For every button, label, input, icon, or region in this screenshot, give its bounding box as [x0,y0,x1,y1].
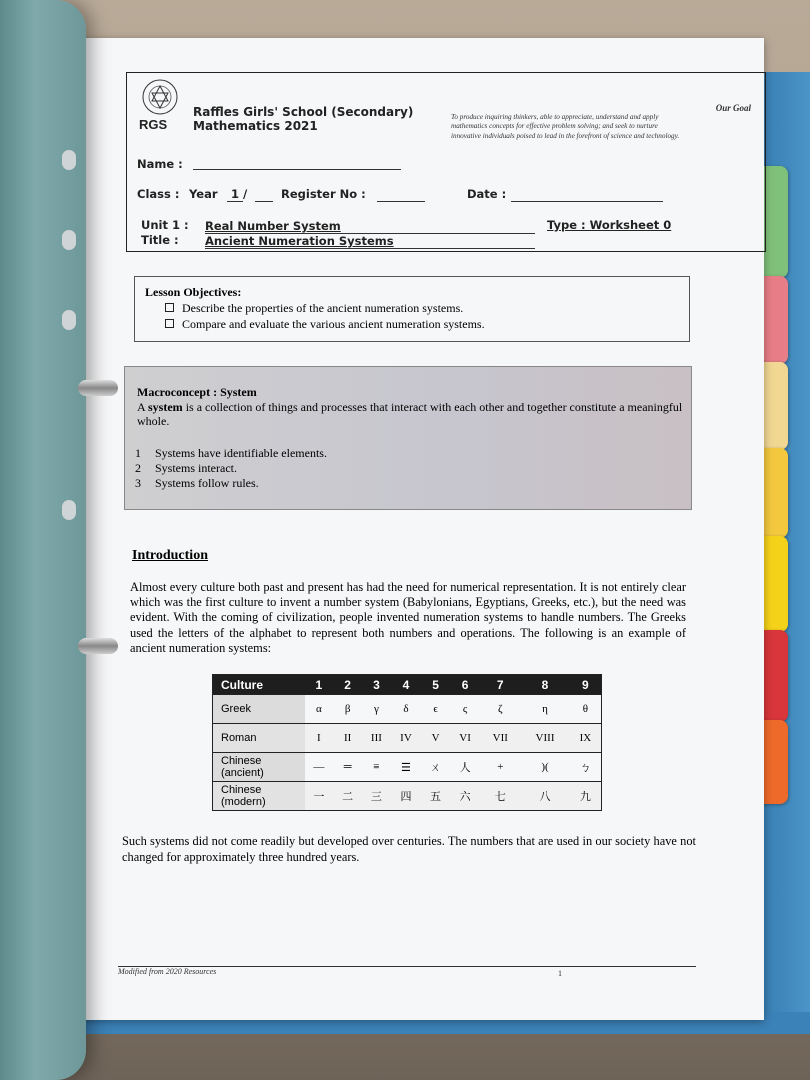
class-label: Class : [137,187,180,201]
header-box [126,72,766,252]
table-cell: 二 [333,782,362,811]
table-header: 3 [362,675,391,695]
table-header: 4 [391,675,421,695]
item-number: 3 [135,476,141,490]
table-cell: III [362,724,391,753]
table-cell: ═ [333,753,362,782]
table-header: Culture [213,675,305,695]
table-cell: ς [450,695,480,724]
table-cell: VIII [520,724,570,753]
subject-year: Mathematics 2021 [193,119,318,133]
table-cell: δ [391,695,421,724]
item-text: Systems interact. [155,461,237,475]
school-name: Raffles Girls' School (Secondary) [193,105,414,119]
objective-text: Compare and evaluate the various ancient numeration systems. [182,317,485,331]
school-logo [137,77,183,135]
table-cell: 九 [570,782,602,811]
macroconcept-title: Macroconcept : System [137,385,257,399]
checkbox[interactable] [165,319,174,328]
name-label: Name : [137,157,183,171]
table-header: 5 [421,675,450,695]
table-cell: 八 [520,782,570,811]
macro-list-item [135,446,327,461]
table-cell: 六 [450,782,480,811]
table-cell: β [333,695,362,724]
table-cell: 一 [305,782,334,811]
year-value: 1 / [231,187,248,201]
logo-text: RGS [139,117,168,132]
title-value: Ancient Numeration Systems [205,234,394,248]
table-cell: IX [570,724,602,753]
table-header: 9 [570,675,602,695]
register-label: Register No : [281,187,366,201]
item-number: 1 [135,446,141,460]
table-cell: ≡ [362,753,391,782]
table-cell: 四 [391,782,421,811]
date-field[interactable] [511,201,663,202]
binder-ring [78,380,118,396]
checkbox[interactable] [165,303,174,312]
class-field[interactable] [255,201,273,202]
punch-hole [62,230,76,250]
table-cell: IV [391,724,421,753]
table-cell: Roman [213,724,305,753]
table-cell: 五 [421,782,450,811]
table-cell: α [305,695,334,724]
crest-icon [137,77,183,121]
table-cell: Greek [213,695,305,724]
item-text: Systems have identifiable elements. [155,446,327,460]
macroconcept-definition [137,400,685,428]
binder-ring [78,638,118,654]
punch-hole [62,150,76,170]
table-cell: VII [480,724,520,753]
table-cell: 七 [480,782,520,811]
table-header: 1 [305,675,334,695]
year-field[interactable] [227,201,243,202]
item-text: Systems follow rules. [155,476,259,490]
date-label: Date : [467,187,507,201]
table-cell: ζ [480,695,520,724]
table-header: 8 [520,675,570,695]
closing-paragraph: Such systems did not come readily but developed over centuries. The numbers that are used in our society have not changed for approximately three hundred years. [122,834,696,864]
table-cell: V [421,724,450,753]
year-label: Year [189,187,218,201]
table-cell: θ [570,695,602,724]
table-cell: ㄅ [570,753,602,782]
table-header: 6 [450,675,480,695]
item-number: 2 [135,461,141,475]
table-row [213,782,602,811]
goal-text: To produce inquiring thinkers, able to appreciate, understand and apply mathematics concepts for effective problem solving; and seek to nurture innovative individuals poised to lead in the forefront of science and technology. [451,113,680,140]
punch-hole [62,310,76,330]
objective-item [165,301,463,316]
table-cell: ϵ [421,695,450,724]
table-row [213,695,602,724]
table-cell: Chinese (modern) [213,782,305,811]
definition-prefix: A [137,400,149,414]
table-header-row [213,675,602,695]
numeration-table [212,674,602,811]
table-cell: I [305,724,334,753]
worksheet-type: Type : Worksheet 0 [547,218,672,232]
goal-title: Our Goal [715,103,751,113]
definition-term: system [148,400,183,414]
introduction-heading: Introduction [132,548,208,563]
name-field[interactable] [193,169,401,170]
table-cell: ☰ [391,753,421,782]
register-field[interactable] [377,201,425,202]
table-cell: VI [450,724,480,753]
table-cell: )( [520,753,570,782]
footer-source: Modified from 2020 Resources [118,967,217,976]
title-label: Title : [141,233,179,247]
table-cell: γ [362,695,391,724]
objective-text: Describe the properties of the ancient numeration systems. [182,301,464,315]
table-cell: — [305,753,334,782]
title-line [205,248,535,249]
macro-list-item [135,461,237,476]
objective-item [165,317,485,332]
school-title [193,105,413,133]
definition-text: is a collection of things and processes that interact with each other and together constitute a meaningful whole. [137,400,683,428]
table-header: 2 [333,675,362,695]
worksheet-page [72,38,764,1020]
page-number: 1 [558,969,562,978]
table-row [213,753,602,782]
table-cell: II [333,724,362,753]
macroconcept-box [124,366,692,510]
unit-value: Real Number System [205,219,341,233]
table-header: 7 [480,675,520,695]
introduction-paragraph: Almost every culture both past and present has had the need for numerical representation. It is not entirely clear which was the first culture to invent a number system (Babylonians, Egyptians, Greeks, etc.), but the need was evident. With the coming of civilization, people invented numeration systems to handle numbers. The Greeks used the letters of the alphabet to represent both numbers and operations. The following is an example of ancient numeration systems: [130,580,686,655]
table-cell: Chinese (ancient) [213,753,305,782]
table-cell: ㄨ [421,753,450,782]
table-cell: 人 [450,753,480,782]
table-row [213,724,602,753]
unit-label: Unit 1 : [141,218,189,232]
objectives-title: Lesson Objectives: [145,285,242,299]
table-cell: + [480,753,520,782]
punch-hole [62,500,76,520]
macro-list-item [135,476,259,491]
lesson-objectives [134,276,690,342]
table-cell: 三 [362,782,391,811]
table-cell: η [520,695,570,724]
